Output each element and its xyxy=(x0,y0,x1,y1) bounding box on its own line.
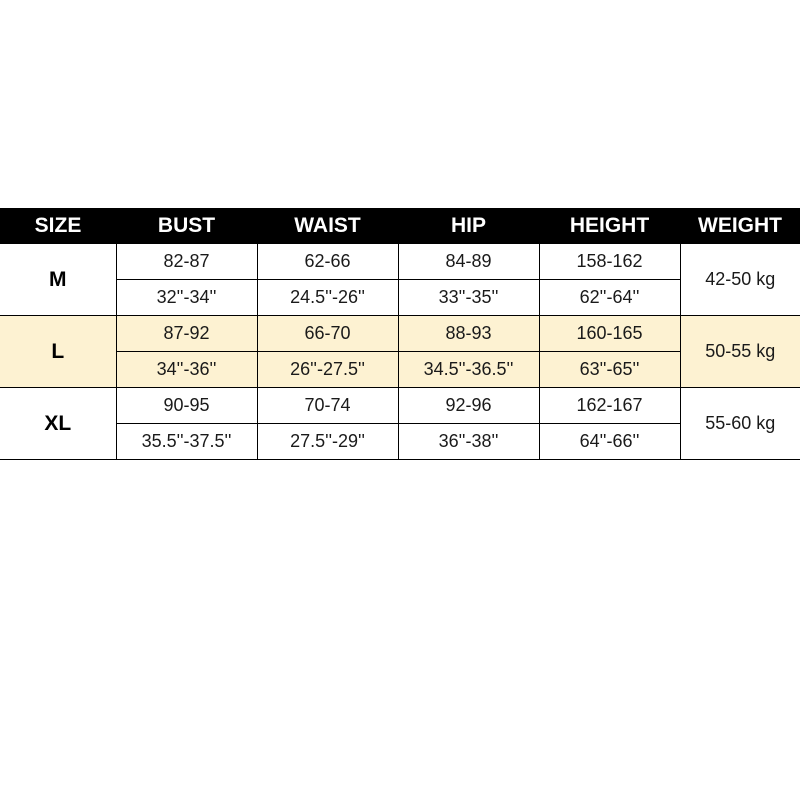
height-inch-m: 62''-64'' xyxy=(539,280,680,316)
table-row-m-cm xyxy=(0,244,800,280)
waist-cm-l: 66-70 xyxy=(257,316,398,352)
weight-m: 42-50 kg xyxy=(680,244,800,316)
waist-inch-xl: 27.5''-29'' xyxy=(257,424,398,460)
height-cm-m: 158-162 xyxy=(539,244,680,280)
hip-cm-m: 84-89 xyxy=(398,244,539,280)
hip-inch-l: 34.5''-36.5'' xyxy=(398,352,539,388)
bust-cm-m: 82-87 xyxy=(116,244,257,280)
table-row-xl-cm xyxy=(0,388,800,424)
weight-l: 50-55 kg xyxy=(680,316,800,388)
bust-inch-xl: 35.5''-37.5'' xyxy=(116,424,257,460)
size-label-m: M xyxy=(0,244,116,316)
bust-cm-xl: 90-95 xyxy=(116,388,257,424)
hip-cm-xl: 92-96 xyxy=(398,388,539,424)
header-size: SIZE xyxy=(0,208,116,244)
header-row xyxy=(0,208,800,244)
hip-cm-l: 88-93 xyxy=(398,316,539,352)
hip-inch-m: 33''-35'' xyxy=(398,280,539,316)
waist-cm-m: 62-66 xyxy=(257,244,398,280)
height-inch-xl: 64''-66'' xyxy=(539,424,680,460)
waist-inch-l: 26''-27.5'' xyxy=(257,352,398,388)
header-hip: HIP xyxy=(398,208,539,244)
size-label-xl: XL xyxy=(0,388,116,460)
weight-xl: 55-60 kg xyxy=(680,388,800,460)
bust-inch-l: 34''-36'' xyxy=(116,352,257,388)
header-bust: BUST xyxy=(116,208,257,244)
header-weight: WEIGHT xyxy=(680,208,800,244)
header-waist: WAIST xyxy=(257,208,398,244)
table-row-l-cm xyxy=(0,316,800,352)
size-label-l: L xyxy=(0,316,116,388)
bust-cm-l: 87-92 xyxy=(116,316,257,352)
bust-inch-m: 32''-34'' xyxy=(116,280,257,316)
header-height: HEIGHT xyxy=(539,208,680,244)
size-chart-table xyxy=(0,208,800,460)
waist-cm-xl: 70-74 xyxy=(257,388,398,424)
hip-inch-xl: 36''-38'' xyxy=(398,424,539,460)
height-cm-xl: 162-167 xyxy=(539,388,680,424)
height-inch-l: 63''-65'' xyxy=(539,352,680,388)
height-cm-l: 160-165 xyxy=(539,316,680,352)
waist-inch-m: 24.5''-26'' xyxy=(257,280,398,316)
